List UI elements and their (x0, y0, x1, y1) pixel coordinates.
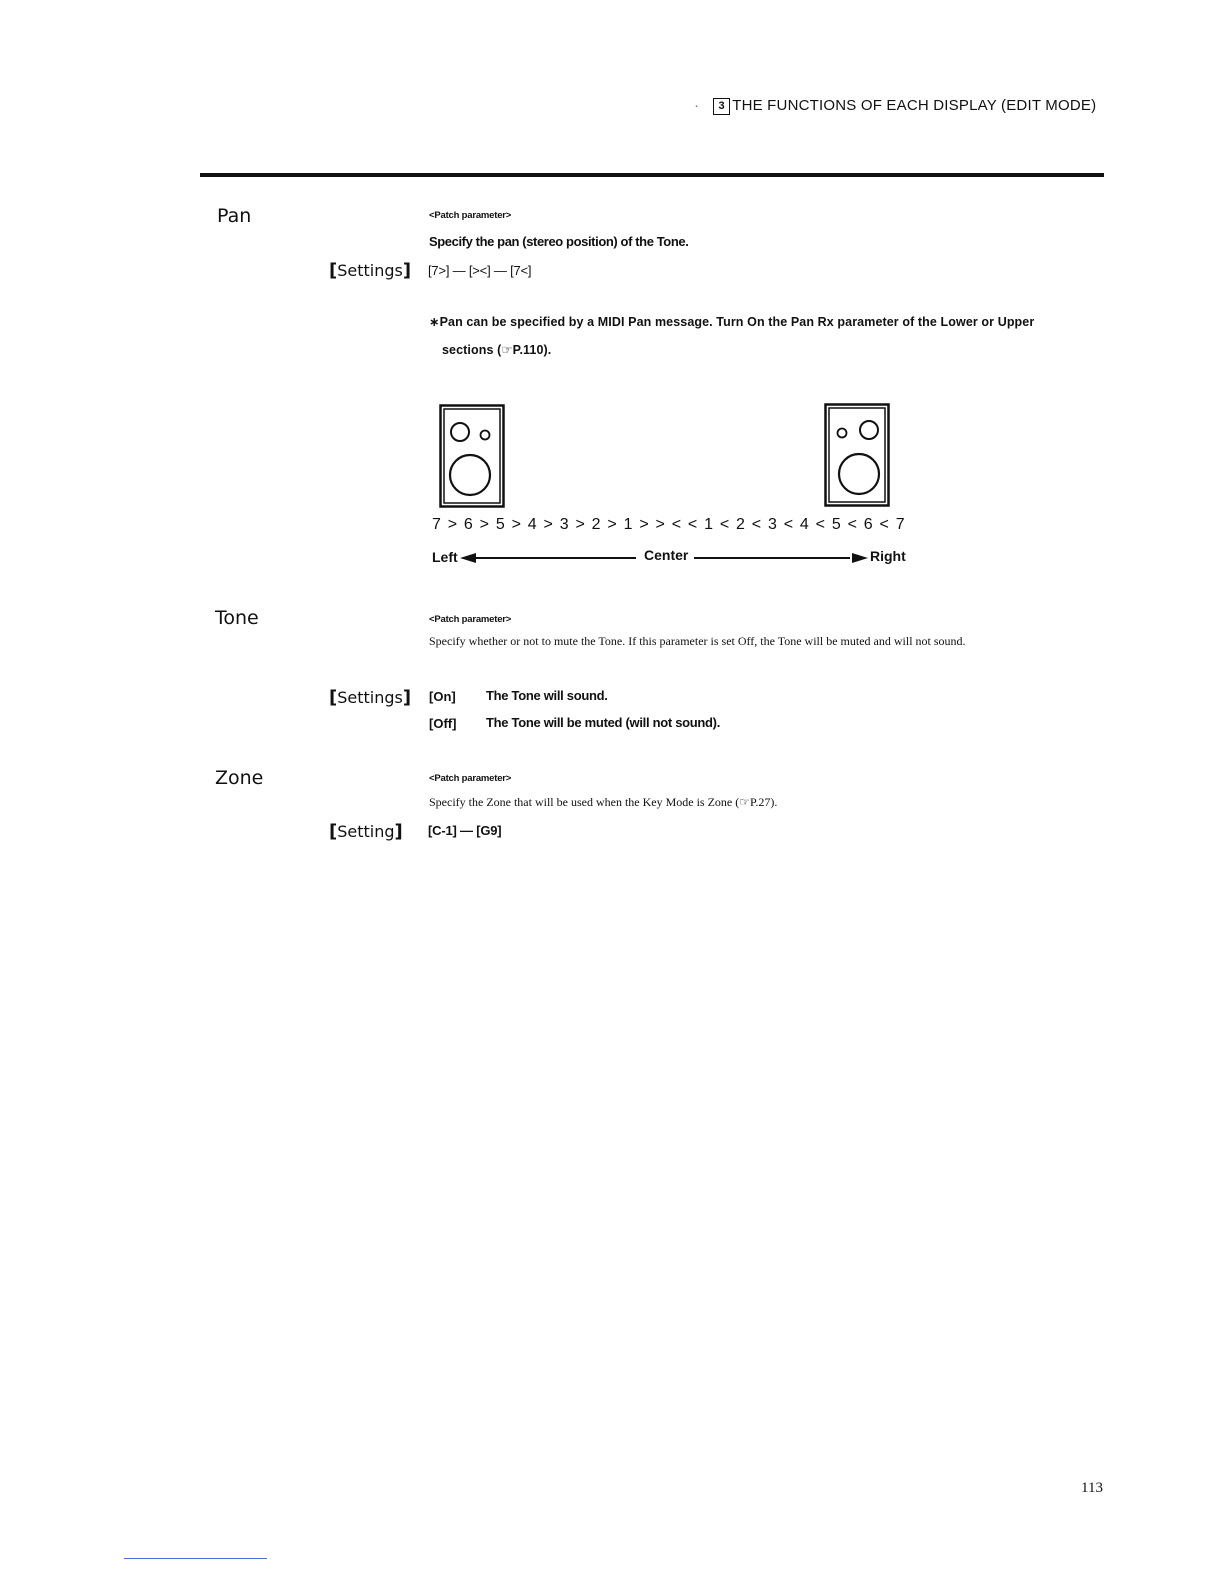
header-rule (200, 173, 1104, 177)
left-arrow-line (474, 557, 636, 559)
pan-description: Specify the pan (stereo position) of the Tone. (429, 234, 689, 249)
right-arrowhead-icon (848, 552, 868, 564)
left-speaker-icon (439, 404, 505, 508)
zone-title: Zone (215, 767, 264, 789)
pan-note-line2: sections (☞P.110). (442, 343, 552, 357)
header-title: THE FUNCTIONS OF EACH DISPLAY (EDIT MODE) (732, 97, 1097, 114)
tone-settings-label: [Settings] (329, 687, 412, 708)
zone-description: Specify the Zone that will be used when the Key Mode is Zone (☞P.27). (429, 795, 778, 809)
running-header (694, 97, 1096, 115)
pan-right-label: Right (870, 548, 906, 564)
pan-scale: 7 > 6 > 5 > 4 > 3 > 2 > 1 > > < < 1 < 2 < 3 < 4 < 5 < 6 < 7 (432, 516, 906, 533)
right-speaker-icon (824, 403, 890, 507)
pan-settings-label: [Settings] (329, 260, 412, 281)
page-number: 113 (1081, 1480, 1103, 1496)
zone-patch-tag: <Patch parameter> (429, 773, 512, 784)
pan-note-line1: ∗Pan can be specified by a MIDI Pan message. Turn On the Pan Rx parameter of the Lower or Upper (429, 315, 1035, 329)
zone-settings-label: [Setting] (329, 821, 403, 842)
tone-option-on-key: [On] (429, 689, 456, 704)
pan-center-label: Center (644, 547, 689, 563)
tone-patch-tag: <Patch parameter> (429, 614, 512, 625)
tone-option-off-text: The Tone will be muted (will not sound). (486, 715, 721, 730)
right-arrow-line (694, 557, 850, 559)
pan-title: Pan (217, 205, 252, 227)
pan-patch-tag: <Patch parameter> (429, 210, 512, 221)
tone-option-off-key: [Off] (429, 716, 457, 731)
tone-option-on-text: The Tone will sound. (486, 688, 608, 703)
footer-line (124, 1558, 267, 1559)
zone-settings-value: [C-1] — [G9] (428, 823, 502, 838)
pan-left-label: Left (432, 549, 458, 565)
header-bullet: · (694, 97, 700, 114)
tone-title: Tone (215, 607, 259, 629)
pan-settings-value: [7>] — [><] — [7<] (428, 263, 532, 278)
tone-description: Specify whether or not to mute the Tone. If this parameter is set Off, the Tone will be muted and will not sound. (429, 634, 966, 648)
section-number-badge: 3 (713, 98, 730, 115)
